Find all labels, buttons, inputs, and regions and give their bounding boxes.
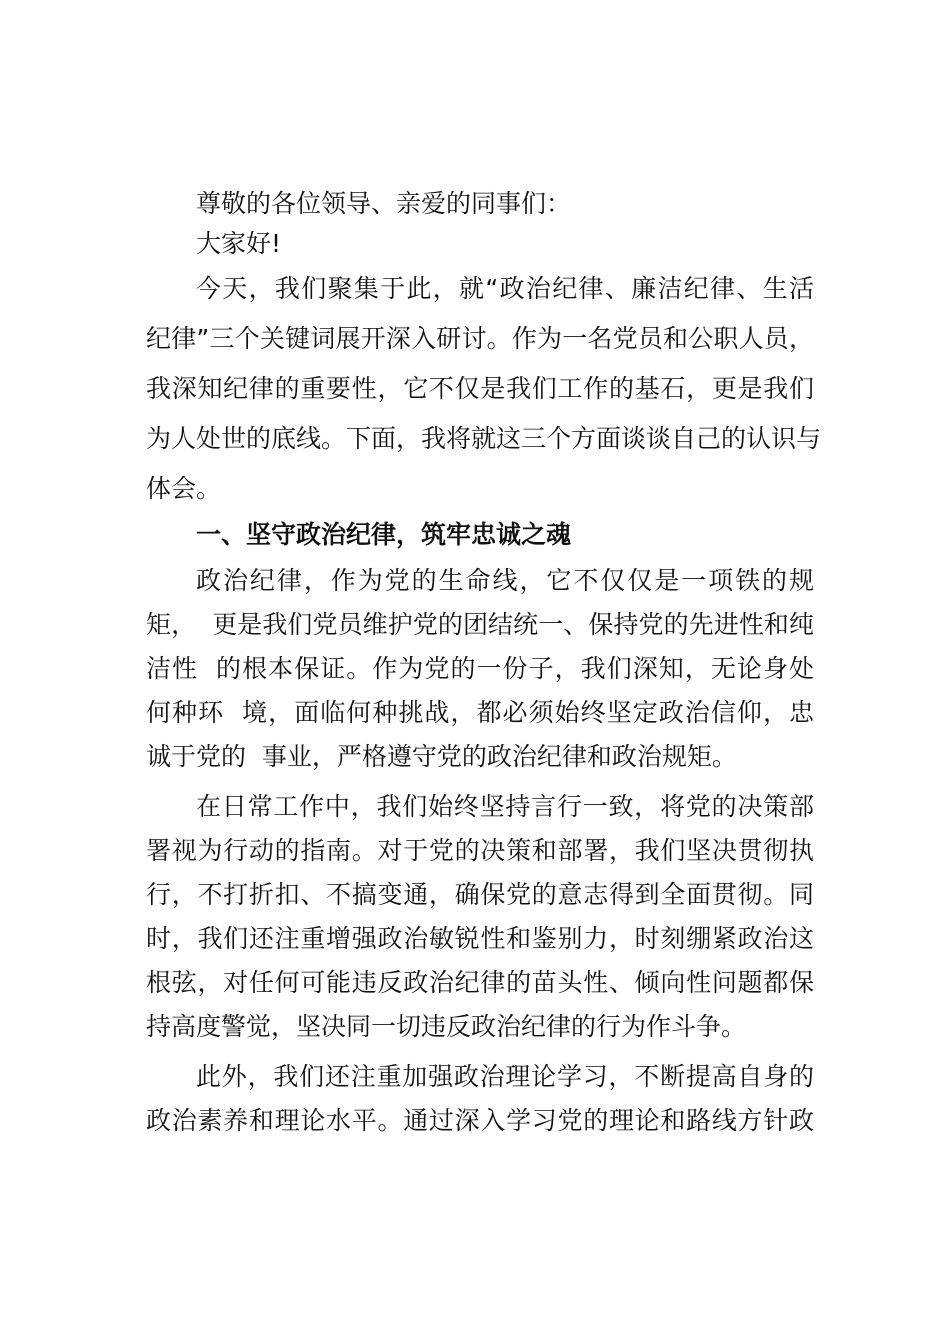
text-line: 体会。 — [146, 474, 222, 503]
paragraph — [146, 787, 814, 1047]
text-line: 洁性 的根本保证。作为党的一份子，我们深知，无论身处 — [146, 654, 814, 683]
salutation: 尊敬的各位领导、亲爱的同事们： — [196, 189, 572, 218]
text-line: 今天，我们聚集于此，就“政治纪律、廉洁纪律、生活 — [196, 274, 814, 303]
text-line: 根弦，对任何可能违反政治纪律的苗头性、倾向性问题都保 — [146, 968, 814, 997]
text-line: 持高度警觉，坚决同一切违反政治纪律的行为作斗争。 — [146, 1012, 747, 1041]
text-line: 时，我们还注重增强政治敏锐性和鉴别力，时刻绷紧政治这 — [146, 924, 814, 953]
text-line: 政治纪律，作为党的生命线，它不仅仅是一项铁的规 — [196, 566, 814, 595]
text-line: 为人处世的底线。下面，我将就这三个方面谈谈自己的认识与 — [146, 424, 822, 453]
text-line: 政治素养和理论水平。通过深入学习党的理论和路线方针政 — [146, 1106, 814, 1135]
text-line: 行，不打折扣、不搞变通，确保党的意志得到全面贯彻。同 — [146, 880, 814, 909]
text-line: 此外，我们还注重加强政治理论学习，不断提高自身的 — [196, 1062, 814, 1091]
text-line: 我深知纪律的重要性，它不仅是我们工作的基石，更是我们 — [146, 374, 814, 403]
intro-paragraph — [146, 269, 822, 509]
paragraph — [146, 1057, 814, 1141]
text-line: 诚于党的 事业，严格遵守党的政治纪律和政治规矩。 — [146, 742, 737, 771]
text-line: 署视为行动的指南。对于党的决策和部署，我们坚决贯彻执 — [146, 836, 814, 865]
text-line: 矩， 更是我们党员维护党的团结统一、保持党的先进性和纯 — [146, 610, 814, 639]
paragraph — [146, 561, 814, 777]
text-line: 纪律”三个关键词展开深入研讨。作为一名党员和公职人员， — [146, 324, 814, 353]
greeting: 大家好! — [196, 229, 282, 258]
section-heading: 一、坚守政治纪律，筑牢忠诚之魂 — [196, 520, 572, 549]
text-line: 在日常工作中，我们始终坚持言行一致，将党的决策部 — [196, 792, 814, 821]
text-line: 何种环 境，面临何种挑战，都必须始终坚定政治信仰，忠 — [146, 698, 814, 727]
document-body — [146, 184, 822, 1141]
